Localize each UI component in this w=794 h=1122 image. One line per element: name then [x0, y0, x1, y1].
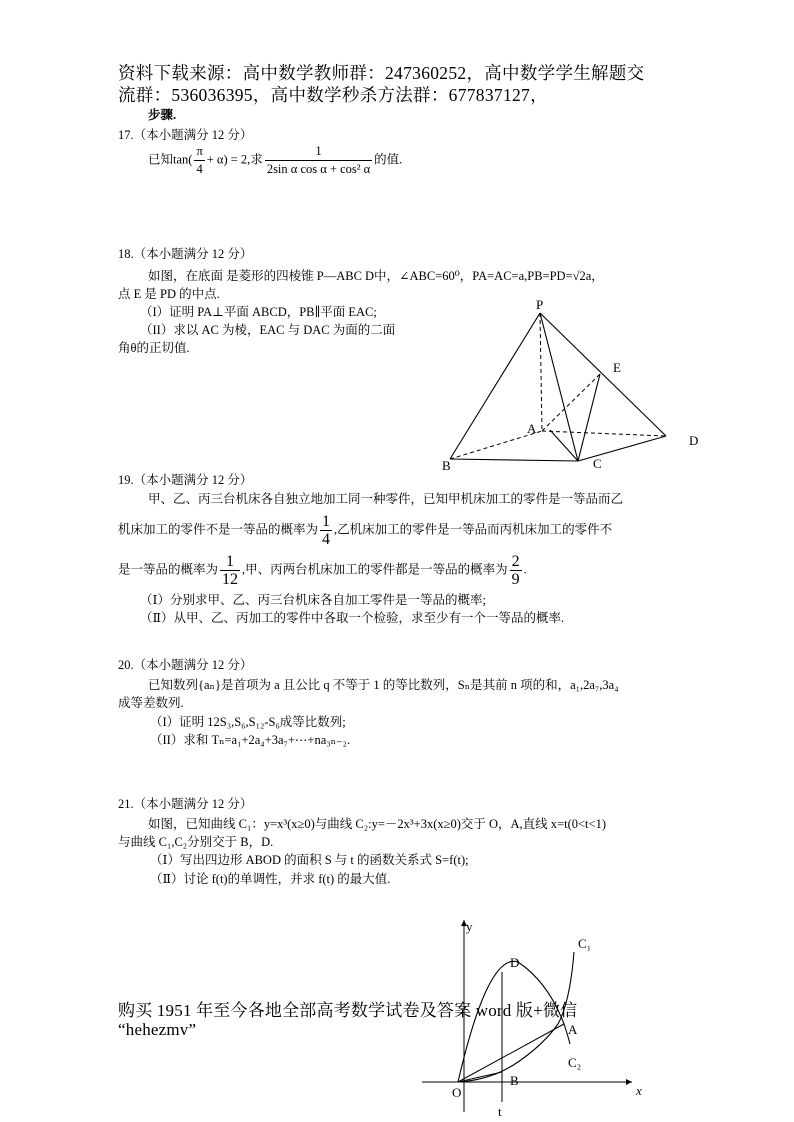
curve-c2 — [458, 961, 570, 1082]
q18-pyramid-figure — [430, 292, 720, 477]
q21-line-1: 如图，已知曲线 C₁：y=x³(x≥0)与曲线 C₂:y=－2x³+3x(x≥0)交于 O，A,直线 x=t(0<t<1) — [148, 817, 606, 831]
q20-line-4: （II）求和 Tₙ=a₁+2a₄+3a₇+⋯+na₃ₙ₋₂. — [150, 733, 351, 747]
label-e: E — [613, 360, 621, 375]
edge-cd — [578, 436, 666, 461]
q19-line-2a: 机床加工的零件不是一等品的概率为 — [118, 522, 319, 537]
q19-line-3c: . — [523, 562, 527, 577]
edge-ce — [578, 374, 600, 461]
q17-main-fraction — [265, 143, 372, 178]
q19-line-2 — [118, 513, 612, 548]
q19-line-3a: 是一等品的概率为 — [118, 562, 219, 577]
label-c: C — [593, 456, 602, 471]
q17-header: 17.（本小题满分 12 分） — [118, 128, 253, 142]
q19-frac-2-9 — [510, 553, 522, 588]
q19-line-3b: ,甲、丙两台机床加工的零件都是一等品的概率为 — [242, 562, 508, 577]
label-d: D — [689, 433, 699, 448]
q19-line-2b: ,乙机床加工的零件是一等品而丙机床加工的零件不 — [334, 522, 613, 537]
edge-ae — [542, 374, 600, 431]
q17-pi-over-4 — [194, 143, 204, 178]
q19-line-5: （Ⅱ）从甲、乙、丙加工的零件中各取一个检验，求至少有一个一等品的概率. — [140, 611, 565, 625]
promo-line-2: “hehezmv” — [118, 1020, 197, 1039]
steps-label: 步骤. — [148, 108, 177, 122]
q19-frac-1-4 — [320, 513, 332, 548]
q17-post: 的值. — [374, 152, 403, 167]
q18-line-2: 点 E 是 PD 的中点. — [118, 287, 220, 301]
q17-frac-num: π — [196, 144, 203, 158]
label-x: x — [636, 1083, 642, 1098]
promo-line-1: 购买 1951 年至今各地全部高考数学试卷及答案 word 版+微信 — [118, 1001, 578, 1020]
edge-bc — [450, 459, 578, 461]
q20-line-1: 已知数列{aₙ}是首项为 a 且公比 q 不等于 1 的等比数列，Sₙ是其前 n 项的和，a₁,2a₇,3a₄ — [148, 678, 619, 692]
label-c1: C₁ — [578, 936, 592, 951]
q19-f1-den: 4 — [322, 531, 331, 548]
q19-f3-num: 2 — [511, 553, 520, 570]
q21-line-4: （Ⅱ）讨论 f(t)的单调性，并求 f(t) 的最大值. — [150, 872, 391, 886]
q17-mid: + α) = 2,求 — [206, 152, 263, 167]
q21-line-2: 与曲线 C₁,C₂分别交于 B，D. — [118, 835, 274, 849]
banner-line-2: 流群：536036395，高中数学秒杀方法群：677837127， — [118, 85, 548, 105]
label-o: O — [452, 1085, 462, 1100]
label-a: A — [527, 421, 537, 436]
edge-ad — [542, 431, 666, 436]
q18-line-5: 角θ的正切值. — [118, 341, 190, 355]
q17-frac-den: 4 — [194, 160, 204, 178]
q19-f2-den: 12 — [222, 571, 239, 588]
q19-line-4: （Ⅰ）分别求甲、乙、丙三台机床各自加工零件是一等品的概率; — [140, 593, 486, 607]
label-d: D — [510, 955, 520, 970]
q19-line-1: 甲、乙、丙三台机床各自独立地加工同一种零件，已知甲机床加工的零件是一等品而乙 — [148, 492, 624, 506]
q18-line-4: （II）求以 AC 为棱，EAC 与 DAC 为面的二面 — [140, 323, 396, 337]
q17-formula — [148, 143, 402, 178]
q18-line-3: （I）证明 PA⊥平面 ABCD，PB∥平面 EAC; — [140, 305, 377, 319]
q19-frac-1-12 — [220, 553, 240, 588]
q17-main-den: 2sin α cos α + cos² α — [266, 162, 371, 176]
q19-f2-num: 1 — [226, 553, 235, 570]
edge-pd — [540, 313, 666, 436]
label-y: y — [466, 919, 473, 934]
label-b: B — [442, 458, 451, 473]
q18-header: 18.（本小题满分 12 分） — [118, 247, 253, 261]
q19-line-3 — [118, 553, 527, 588]
edge-pa — [540, 313, 542, 431]
q19-f3-den: 9 — [511, 571, 520, 588]
q17-pre: 已知tan( — [148, 152, 193, 167]
label-a: A — [568, 1022, 578, 1037]
label-b: B — [510, 1073, 519, 1088]
q19-header: 19.（本小题满分 12 分） — [118, 473, 253, 487]
q21-header: 21.（本小题满分 12 分） — [118, 797, 253, 811]
label-t: t — [498, 1104, 502, 1119]
q19-f1-num: 1 — [322, 513, 331, 530]
q20-line-3: （I）证明 12S₃,S₆,S₁₂-S₆成等比数列; — [150, 715, 346, 729]
q20-line-2: 成等差数列. — [118, 696, 184, 710]
q18-line-1: 如图，在底面 是菱形的四棱锥 P—ABC D中，∠ABC=60⁰，PA=AC=a,PB=PD=√2a， — [148, 269, 604, 283]
q21-line-3: （Ⅰ）写出四边形 ABOD 的面积 S 与 t 的函数关系式 S=f(t); — [150, 853, 469, 867]
q20-header: 20.（本小题满分 12 分） — [118, 658, 253, 672]
banner-line-1: 资料下载来源：高中数学教师群：247360252，高中数学学生解题交 — [118, 63, 645, 83]
edge-pb — [450, 313, 540, 459]
edge-pc — [540, 313, 578, 461]
q17-main-num: 1 — [315, 144, 322, 158]
label-c2: C₂ — [568, 1055, 582, 1070]
segment-ob — [458, 1072, 502, 1082]
label-p: P — [536, 297, 544, 312]
